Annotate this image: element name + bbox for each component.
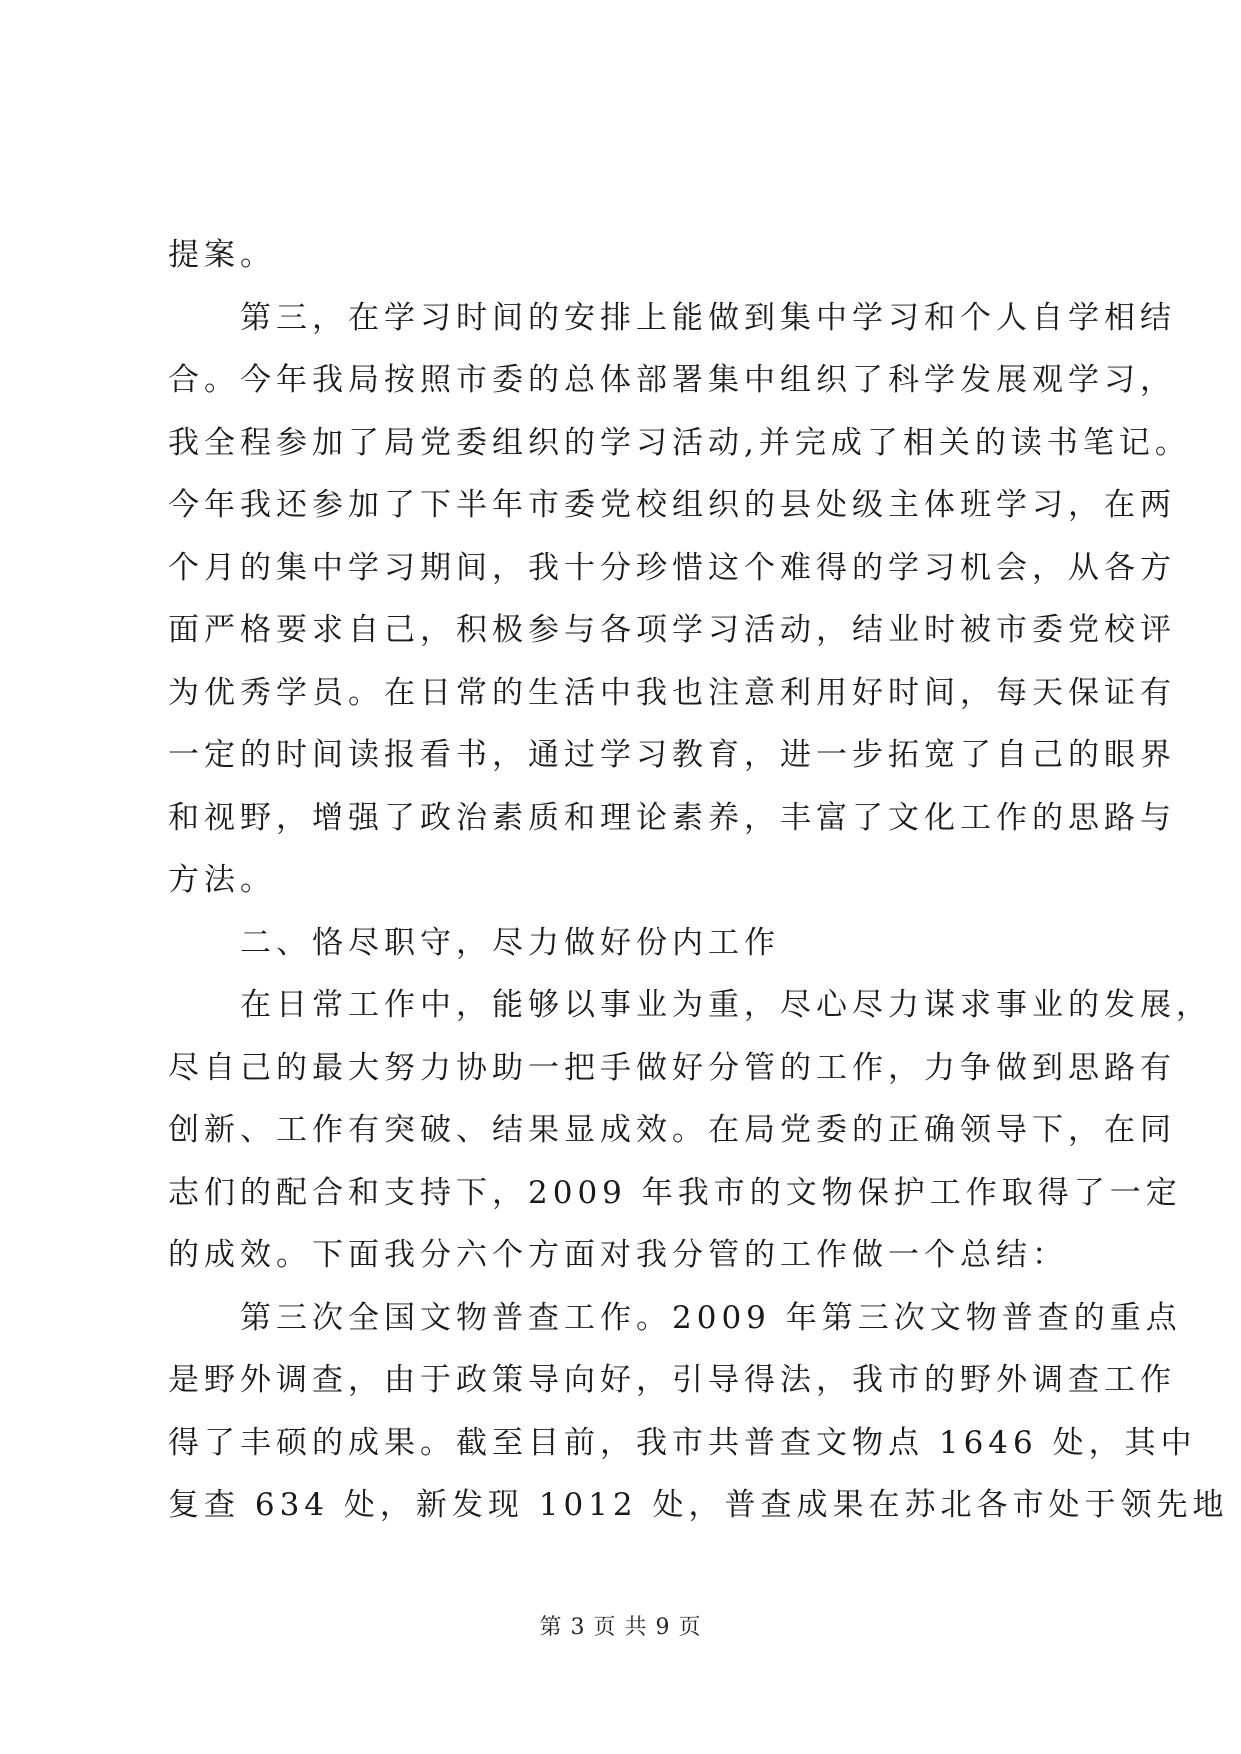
text-line: 志们的配合和支持下，2009 年我市的文物保护工作取得了一定 [168, 1174, 1182, 1211]
text-line: 尽自己的最大努力协助一把手做好分管的工作，力争做到思路有 [168, 1049, 1176, 1086]
paragraph-start-line: 在日常工作中，能够以事业为重，尽心尽力谋求事业的发展， [240, 987, 1212, 1023]
text-line: 一定的时间读报看书，通过学习教育，进一步拓宽了自己的眼界 [168, 737, 1176, 773]
text-line: 是野外调查，由于政策导向好，引导得法，我市的野外调查工作 [168, 1362, 1176, 1398]
page-indicator: 第 3 页 共 9 页 [539, 1615, 702, 1640]
text-line: 方法。 [168, 862, 276, 898]
text-line: 合。今年我局按照市委的总体部署集中组织了科学发展观学习， [168, 362, 1176, 398]
text-line: 复查 634 处，新发现 1012 处，普查成果在苏北各市处于领先地 [168, 1487, 1229, 1523]
section-heading: 二、恪尽职守，尽力做好份内工作 [240, 924, 780, 961]
text-line: 为优秀学员。在日常的生活中我也注意利用好时间，每天保证有 [168, 674, 1176, 711]
text-line: 面严格要求自己，积极参与各项学习活动，结业时被市委党校评 [168, 612, 1176, 648]
body-text [168, 224, 1229, 1537]
page-footer [0, 1610, 1241, 1641]
text-line: 今年我还参加了下半年市委党校组织的县处级主体班学习，在两 [168, 487, 1176, 523]
text-line: 提案。 [168, 237, 276, 273]
text-line: 创新、工作有突破、结果显成效。在局党委的正确领导下，在同 [168, 1112, 1176, 1148]
paragraph-start-line: 第三次全国文物普查工作。2009 年第三次文物普查的重点 [240, 1299, 1182, 1336]
text-line: 我全程参加了局党委组织的学习活动,并完成了相关的读书笔记。 [168, 424, 1191, 461]
text-line: 个月的集中学习期间，我十分珍惜这个难得的学习机会，从各方 [168, 549, 1176, 586]
text-line: 的成效。下面我分六个方面对我分管的工作做一个总结： [168, 1237, 1068, 1273]
text-line: 和视野，增强了政治素质和理论素养，丰富了文化工作的思路与 [168, 799, 1176, 836]
paragraph-start-line: 第三，在学习时间的安排上能做到集中学习和个人自学相结 [240, 299, 1176, 336]
text-line: 得了丰硕的成果。截至目前，我市共普查文物点 1646 处，其中 [168, 1424, 1197, 1461]
